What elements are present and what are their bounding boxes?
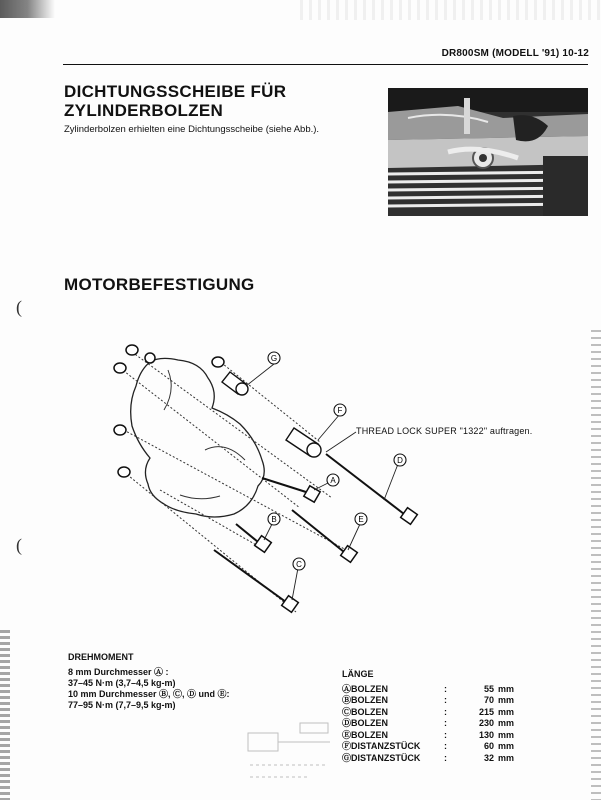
leader-line-C [292,568,298,600]
leader-line-B [264,524,272,540]
callout-A [327,474,339,486]
length-value: 55 [483,683,494,694]
length-colon: : [444,718,447,728]
binding-hole-mark: ( [16,297,22,317]
length-row [342,684,522,696]
bolt-E-shank [292,510,344,552]
spacer-G [222,372,248,395]
length-colon: : [444,741,447,751]
callout-A-label: A [330,476,336,485]
length-value: 230 [478,718,494,728]
callout-F [334,404,346,416]
length-colon: : [444,706,447,717]
length-part-name: ⒼDISTANZSTÜCK [342,752,421,763]
washer [114,363,126,373]
washer [118,467,130,477]
callout-E-label: E [358,515,364,524]
length-colon: : [444,695,447,705]
leader-line-G [246,364,274,386]
engine-detail-line [180,495,220,499]
callout-F-label: F [337,406,343,415]
callout-D [394,454,406,466]
length-spec-block [342,669,522,764]
axis-line [218,360,320,442]
length-colon: : [444,729,447,740]
length-part-name: ⒸBOLZEN [342,706,388,717]
length-part-name: ⒻDISTANZSTÜCK [342,741,421,751]
callout-G-label: G [270,354,278,363]
faint-reverse-side-bleed [240,715,340,790]
torque-title: DREHMOMENT [68,652,134,662]
length-row [342,730,522,742]
length-part-name: ⒷBOLZEN [342,695,388,705]
bolt-B-head [255,536,272,553]
engine-mounting-diagram [0,300,601,640]
length-unit: mm [498,741,515,751]
length-part-name: ⒶBOLZEN [342,683,388,694]
cylinder-washer-photo [388,88,588,216]
length-value: 60 [483,741,494,751]
photo-drawing [388,88,588,216]
torque-line: 10 mm Durchmesser Ⓑ, Ⓒ, Ⓓ und Ⓔ: [68,689,230,699]
length-unit: mm [498,706,515,717]
scan-artifact [0,630,10,800]
callout-G [268,352,280,364]
length-row [342,695,522,707]
length-unit: mm [498,729,515,740]
length-value: 32 [483,752,494,763]
torque-line: 77–95 N·m (7,7–9,5 kg-m) [68,700,176,710]
scan-artifact [0,0,55,18]
header-rule [63,64,588,65]
leader-line-D [384,464,398,500]
washer [114,425,126,435]
length-value: 70 [483,695,494,705]
callout-C [293,558,305,570]
axis-line [120,368,300,508]
length-unit: mm [498,718,515,728]
torque-line: 8 mm Durchmesser Ⓐ : [68,667,169,677]
length-row [342,753,522,765]
torque-line: 37–45 N·m (3,7–4,5 kg-m) [68,678,176,688]
torque-spec-block [68,652,230,711]
leader-line-thread-lock [326,432,356,452]
length-value: 215 [478,706,494,717]
callout-B-label: B [271,515,277,524]
engine-mount-section-title: MOTORBEFESTIGUNG [64,275,255,294]
nut [145,353,155,363]
leader-line-F [318,414,340,440]
callout-C-label: C [296,560,302,569]
callout-E [355,513,367,525]
length-unit: mm [498,695,515,705]
length-part-name: ⒺBOLZEN [342,729,388,740]
bolt-D-head [401,508,418,525]
bolt-B-shank [236,524,258,542]
length-colon: : [444,683,447,694]
leader-line-E [348,524,360,550]
washer [212,357,224,367]
running-head: DR800SM (MODELL '91) 10-12 [441,48,589,59]
length-colon: : [444,752,447,763]
spacer-F [286,428,321,457]
engine-detail-line [205,447,245,460]
length-unit: mm [498,683,515,694]
length-unit: mm [498,752,515,763]
callout-D-label: D [397,456,403,465]
scan-artifact [300,0,601,20]
washer-section-body: Zylinderbolzen erhielten eine Dichtungsscheibe (siehe Abb.). [64,124,320,135]
washer-section-title-1: DICHTUNGSSCHEIBE FÜR [64,82,287,101]
length-part-name: ⒹBOLZEN [342,718,388,728]
callout-B [268,513,280,525]
length-row [342,741,522,753]
bolt-C-shank [214,550,286,602]
washer [126,345,138,355]
length-row [342,707,522,719]
length-title: LÄNGE [342,669,374,679]
length-row [342,718,522,730]
thread-lock-note: THREAD LOCK SUPER "1322" auftragen. [356,426,533,436]
bolt-C-head [282,596,299,613]
binding-hole-mark: ( [16,535,22,555]
axis-line [160,490,265,550]
length-value: 130 [478,729,494,740]
washer-section-title-2: ZYLINDERBOLZEN [64,101,224,120]
bolt-A-shank [262,478,306,492]
